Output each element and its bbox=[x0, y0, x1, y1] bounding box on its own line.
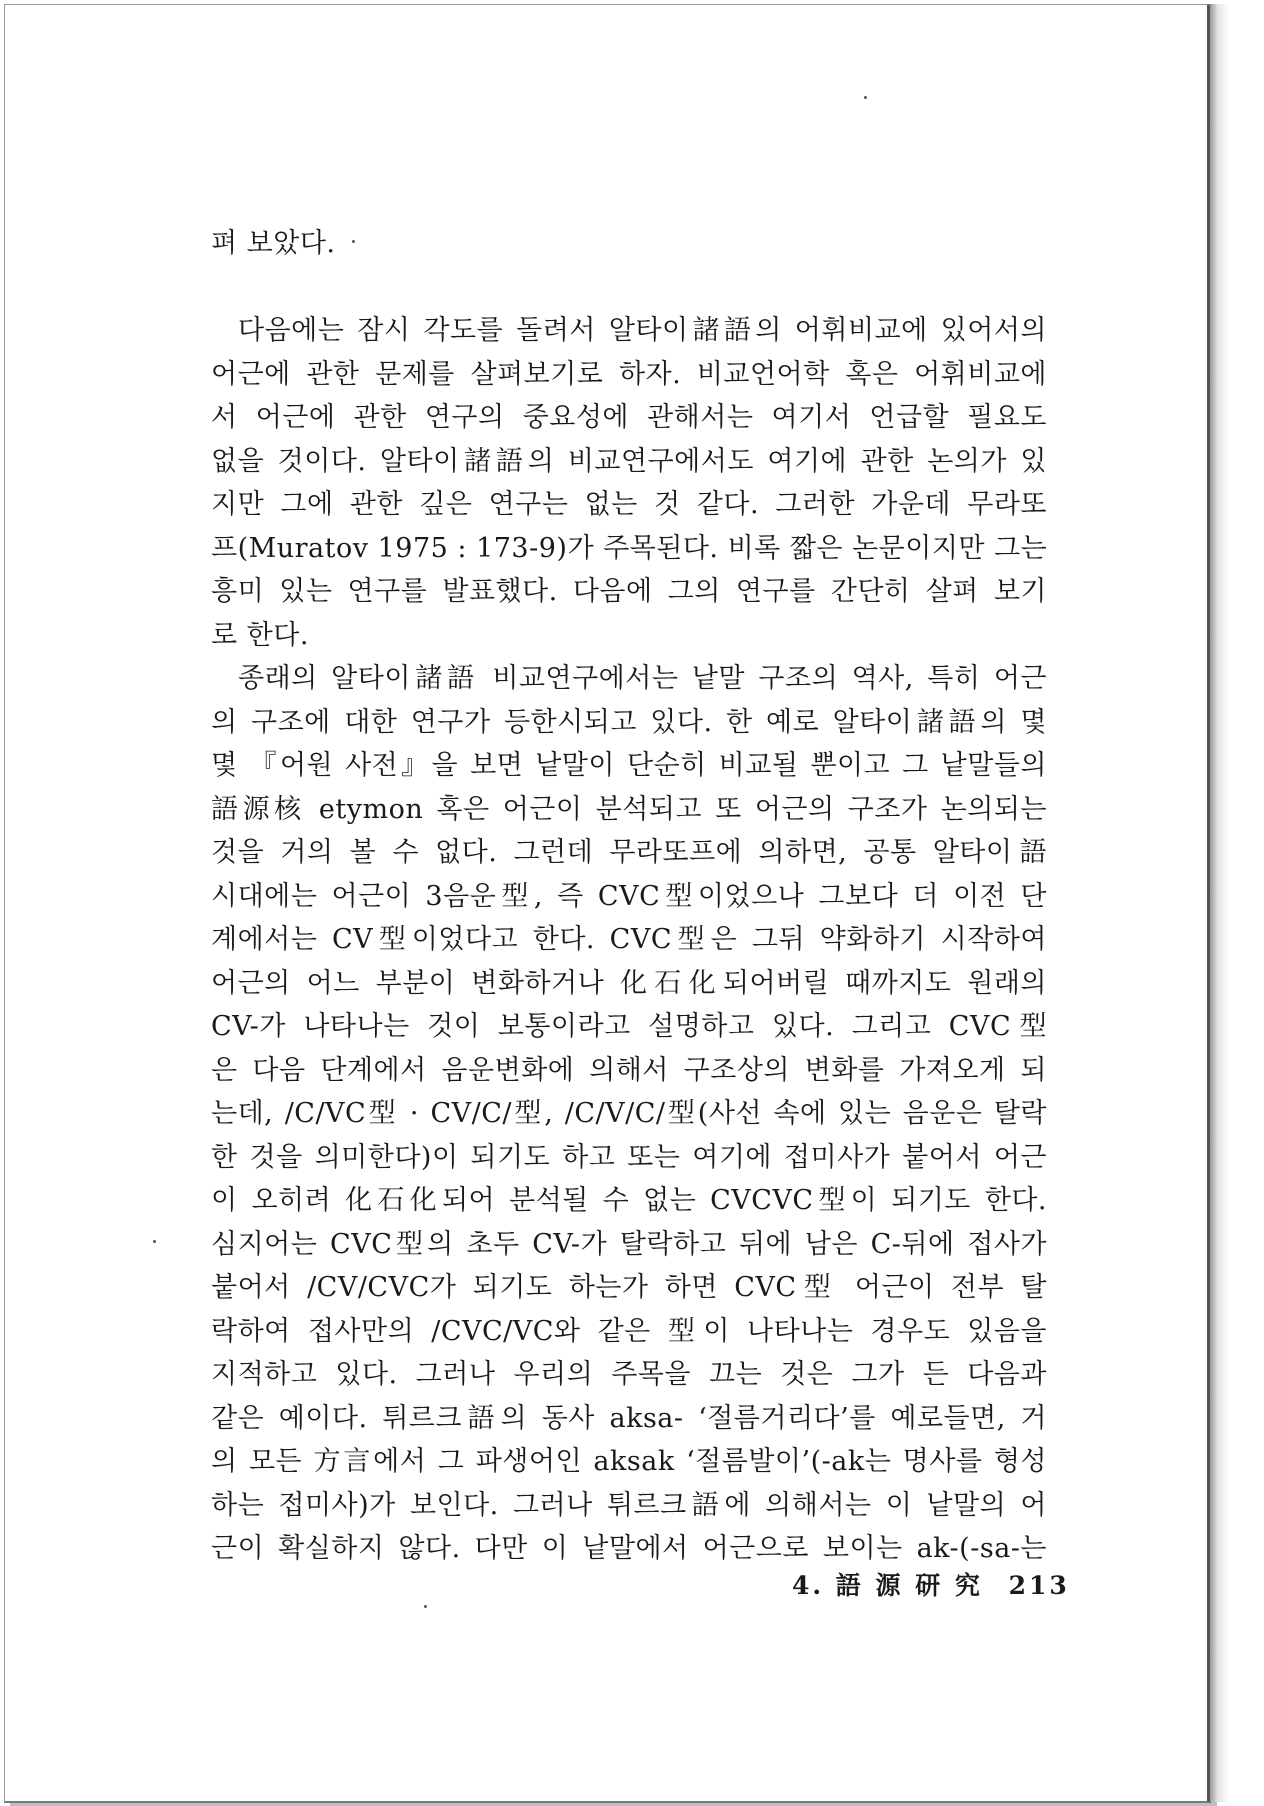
text-line: 몇 『어원 사전』을 보면 낱말이 단순히 비교될 뿐이고 그 낱말들의 bbox=[211, 750, 1047, 781]
text-line: 종래의 알타이諸語 비교연구에서는 낱말 구조의 역사, 특히 어근 bbox=[238, 663, 1047, 694]
text-line: 근이 확실하지 않다. 다만 이 낱말에서 어근으로 보이는 ak-(-sa-는 bbox=[211, 1533, 1047, 1564]
text-line: 어근의 어느 부분이 변화하거나 化石化되어버릴 때까지도 원래의 bbox=[211, 967, 1047, 999]
text-line: 서 어근에 관한 연구의 중요성에 관해서는 여기서 언급할 필요도 bbox=[211, 402, 1047, 433]
page-edge-shadow bbox=[1210, 4, 1230, 1802]
text-line: 의 모든 方言에서 그 파생어인 aksak ‘절름발이’(-ak는 명사를 형성 bbox=[211, 1446, 1047, 1477]
text-line: 로 한다. bbox=[211, 619, 309, 651]
text-line: 프(Muratov 1975 : 173-9)가 주목된다. 비록 짧은 논문이지만 그는 bbox=[211, 532, 1048, 564]
scan-speck bbox=[424, 1605, 427, 1608]
text-line: 은 다음 단계에서 음운변화에 의해서 구조상의 변화를 가져오게 되 bbox=[211, 1054, 1047, 1086]
text-line: 없을 것이다. 알타이諸語의 비교연구에서도 여기에 관한 논의가 있 bbox=[211, 445, 1047, 477]
paragraph-gap bbox=[211, 266, 1047, 310]
scan-speck bbox=[864, 96, 867, 99]
text-line: 계에서는 CV型이었다고 한다. CVC型은 그뒤 약화하기 시작하여 bbox=[211, 924, 1047, 955]
text-line: 심지어는 CVC型의 초두 CV-가 탈락하고 뒤에 남은 C-뒤에 접사가 bbox=[211, 1228, 1047, 1260]
text-line: 펴 보았다. bbox=[211, 228, 336, 259]
body-text bbox=[211, 222, 1047, 1571]
text-line: 이 오히려 化石化되어 분석될 수 없는 CVCVC型이 되기도 한다. bbox=[211, 1185, 1047, 1216]
text-line: 지만 그에 관한 깊은 연구는 없는 것 같다. 그러한 가운데 무라또 bbox=[211, 489, 1047, 520]
text-line: 것을 거의 볼 수 없다. 그런데 무라또프에 의하면, 공통 알타이語 bbox=[211, 837, 1047, 868]
text-line: 어근에 관한 문제를 살펴보기로 하자. 비교언어학 혹은 어휘비교에 bbox=[211, 358, 1047, 390]
text-line: 한 것을 의미한다)이 되기도 하고 또는 여기에 접미사가 붙어서 어근 bbox=[211, 1141, 1047, 1173]
text-line: 의 구조에 대한 연구가 등한시되고 있다. 한 예로 알타이諸語의 몇 bbox=[211, 706, 1047, 738]
page-footer bbox=[792, 1566, 1070, 1602]
text-line: 는데, /C/VC型 · CV/C/型, /C/V/C/型(사선 속에 있는 음운은 탈락 bbox=[211, 1098, 1047, 1129]
text-line: 흥미 있는 연구를 발표했다. 다음에 그의 연구를 간단히 살펴 보기 bbox=[211, 576, 1047, 607]
text-line: 다음에는 잠시 각도를 돌려서 알타이諸語의 어휘비교에 있어서의 bbox=[238, 315, 1047, 346]
text-line: 붙어서 /CV/CVC가 되기도 하는가 하면 CVC型 어근이 전부 탈 bbox=[211, 1272, 1047, 1303]
text-line: 語源核 etymon 혹은 어근이 분석되고 또 어근의 구조가 논의되는 bbox=[211, 793, 1047, 825]
text-line: 같은 예이다. 튀르크語의 동사 aksa- ‘절름거리다’를 예로들면, 거 bbox=[211, 1402, 1047, 1434]
scan-speck bbox=[153, 1240, 156, 1243]
text-line: 시대에는 어근이 3음운型, 즉 CVC型이었으나 그보다 더 이전 단 bbox=[211, 880, 1047, 912]
text-line: 락하여 접사만의 /CVC/VC와 같은 型이 나타나는 경우도 있음을 bbox=[211, 1315, 1047, 1347]
section-title: 4. 語 源 研 究 bbox=[792, 1571, 983, 1600]
text-line: 지적하고 있다. 그러나 우리의 주목을 끄는 것은 그가 든 다음과 bbox=[211, 1359, 1047, 1390]
text-line: CV-가 나타나는 것이 보통이라고 설명하고 있다. 그리고 CVC型 bbox=[211, 1011, 1047, 1042]
scan-speck bbox=[352, 240, 355, 243]
page-number: 213 bbox=[1008, 1571, 1070, 1600]
text-line: 하는 접미사)가 보인다. 그러나 튀르크語에 의해서는 이 낱말의 어 bbox=[211, 1489, 1047, 1521]
